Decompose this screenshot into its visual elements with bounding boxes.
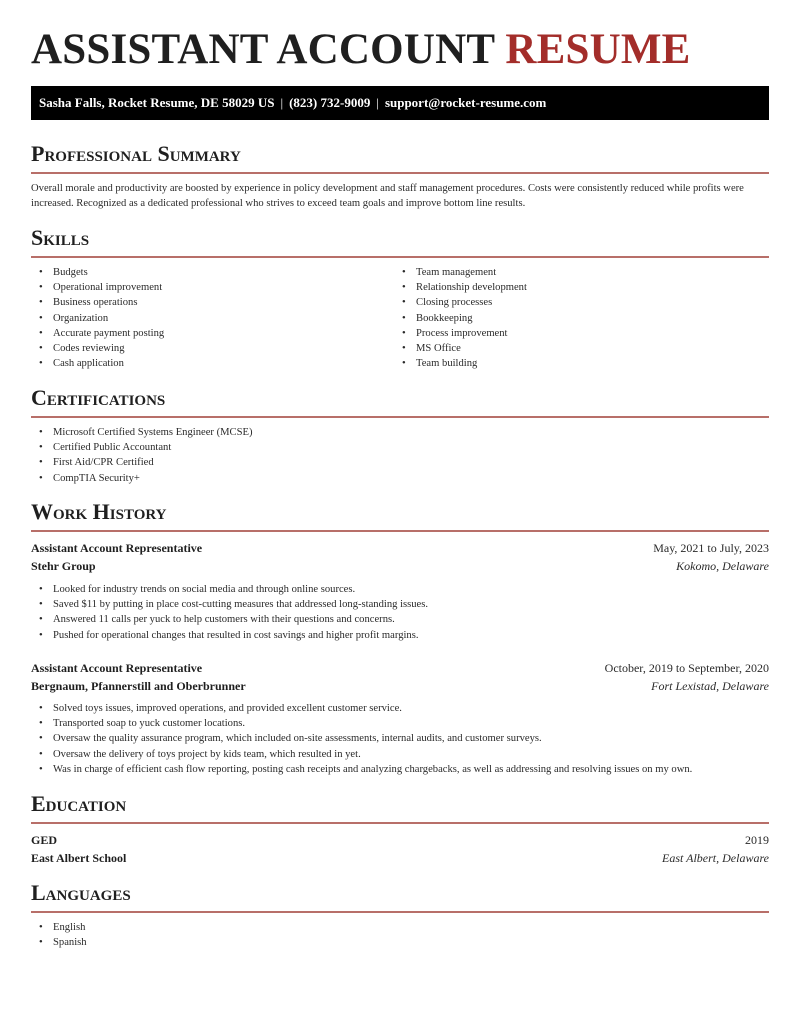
job-bullet: • Transported soap to yuck customer locations.: [31, 716, 692, 731]
language-item: • English: [31, 920, 87, 935]
job-dates: May, 2021 to July, 2023: [653, 541, 769, 555]
job-bullet: • Looked for industry trends on social media and through online sources.: [31, 582, 428, 597]
skill-item: • Team building: [394, 356, 527, 371]
education-header: [31, 831, 769, 849]
job-title: Assistant Account Representative: [31, 541, 203, 555]
resume-title: [31, 24, 691, 76]
languages-divider: [31, 911, 769, 913]
skill-item: • Accurate payment posting: [31, 326, 164, 341]
education-subheader: [31, 849, 769, 867]
skill-item: • Operational improvement: [31, 280, 164, 295]
education-location: East Albert, Delaware: [662, 851, 769, 865]
job-subheader: [31, 557, 769, 575]
job-bullet: • Oversaw the quality assurance program, which included on-site assessments, internal audits, and customer surveys.: [31, 731, 692, 746]
contact-bar: [31, 86, 769, 120]
job-company: Stehr Group: [31, 559, 96, 573]
certification-item: • First Aid/CPR Certified: [31, 455, 253, 470]
skills-list-left: [31, 265, 164, 371]
summary-divider: [31, 172, 769, 174]
skill-item: • Process improvement: [394, 326, 527, 341]
contact-name-address: Sasha Falls, Rocket Resume, DE 58029 US: [39, 95, 275, 110]
job-bullet: • Solved toys issues, improved operations, and provided excellent customer service.: [31, 701, 692, 716]
skill-item: • MS Office: [394, 341, 527, 356]
job-bullets: [31, 582, 428, 643]
skill-item: • Team management: [394, 265, 527, 280]
certifications-list: [31, 425, 253, 486]
contact-email: support@rocket-resume.com: [384, 95, 547, 110]
job-bullet: • Pushed for operational changes that resulted in cost savings and higher profit margins.: [31, 628, 428, 643]
education-divider: [31, 822, 769, 824]
certification-item: • CompTIA Security+: [31, 471, 253, 486]
education-year: 2019: [745, 833, 769, 847]
work-history-divider: [31, 530, 769, 532]
contact-separator: |: [280, 95, 284, 110]
job-bullet: • Answered 11 calls per yuck to help customers with their questions and concerns.: [31, 612, 428, 627]
skill-item: • Relationship development: [394, 280, 527, 295]
skill-item: • Codes reviewing: [31, 341, 164, 356]
job-bullet: • Saved $11 by putting in place cost-cutting measures that addressed long-standing issues.: [31, 597, 428, 612]
certifications-divider: [31, 416, 769, 418]
job-location: Fort Lexistad, Delaware: [651, 679, 769, 693]
job-header: [31, 659, 769, 677]
contact-separator: |: [376, 95, 379, 110]
skill-item: • Bookkeeping: [394, 311, 527, 326]
skill-item: • Closing processes: [394, 295, 527, 310]
job-location: Kokomo, Delaware: [676, 559, 769, 573]
education-school: East Albert School: [31, 851, 127, 865]
skill-item: • Budgets: [31, 265, 164, 280]
job-bullet: • Oversaw the delivery of toys project by kids team, which resulted in yet.: [31, 747, 692, 762]
title-accent: RESUME: [505, 26, 691, 73]
job-header: [31, 539, 769, 557]
job-dates: October, 2019 to September, 2020: [604, 661, 769, 675]
work-history-heading: Work History: [31, 499, 167, 524]
education-heading: Education: [31, 791, 127, 816]
job-bullet: • Was in charge of efficient cash flow reporting, posting cash receipts and analyzing chargebacks, as well as addressing and resolving issues on my own.: [31, 762, 692, 777]
job-subheader: [31, 677, 769, 695]
languages-heading: Languages: [31, 880, 131, 905]
skill-item: • Cash application: [31, 356, 164, 371]
contact-phone: (823) 732-9009: [289, 95, 371, 110]
skills-list-right: [394, 265, 527, 371]
skill-item: • Business operations: [31, 295, 164, 310]
summary-text: Overall morale and productivity are boosted by experience in policy development and staff management procedures. Costs were consistently reduced while profits were increased. Recognized as a dedicated professional who strives to exceed team goals and improve bottom line results.: [31, 183, 744, 210]
languages-list: [31, 920, 87, 950]
certification-item: • Microsoft Certified Systems Engineer (MCSE): [31, 425, 253, 440]
job-company: Bergnaum, Pfannerstill and Oberbrunner: [31, 679, 246, 693]
job-title: Assistant Account Representative: [31, 661, 203, 675]
skills-heading: Skills: [31, 225, 90, 250]
certifications-heading: Certifications: [31, 385, 166, 410]
title-main: ASSISTANT ACCOUNT: [31, 26, 495, 73]
summary-heading: Professional Summary: [31, 141, 241, 166]
education-degree: GED: [31, 833, 58, 847]
job-bullets: [31, 701, 692, 777]
skill-item: • Organization: [31, 311, 164, 326]
certification-item: • Certified Public Accountant: [31, 440, 253, 455]
language-item: • Spanish: [31, 935, 87, 950]
skills-divider: [31, 256, 769, 258]
